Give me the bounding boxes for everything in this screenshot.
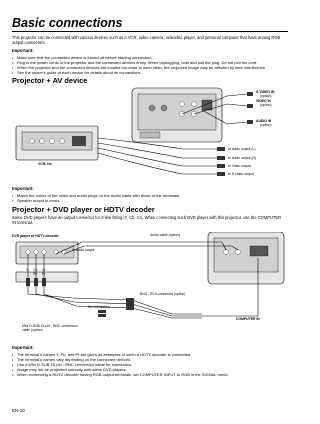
important-heading-3: Important: (12, 345, 34, 350)
label-mini-dsub: Mini D-SUB 15-pin - BNC conversion (22, 324, 78, 328)
label-video-in: VIDEO IN (256, 99, 271, 103)
important-list-1 (12, 55, 266, 75)
label-cb: Cb (33, 268, 38, 272)
label-computer-in: COMPUTER IN (236, 317, 260, 321)
label-y: Y (26, 268, 29, 272)
dvd-connection-diagram (12, 232, 288, 328)
label-audio-in-option: (option) (260, 123, 272, 127)
label-dvd: DVD player or HDTV decoder (12, 234, 59, 238)
label-cr: Cr (42, 268, 46, 272)
section-dvd-body: Some DVD players have an output connector for 3-line fitting (Y, Cb, Cr). When connecting such DVD player with this projector, use the COMPUTER IN terminal. (12, 215, 282, 226)
list-item: • When connecting a HDTV decoder having RGB output terminals, set COMPUTER INPUT to RGB in the SIGNAL menu. (12, 372, 229, 377)
page-number: EN-10 (12, 408, 25, 413)
section-heading-dvd: Projector + DVD player or HDTV decoder (12, 205, 155, 214)
page-title: Basic connections (12, 16, 288, 32)
label-bnc-rca: BNC - RCA connector (option) (140, 292, 186, 296)
av-connection-diagram (12, 86, 288, 184)
list-item: • Match the colors of the video and audio plugs on the Audio cable with those of the terminals. (12, 193, 180, 198)
label-video-output: to Video output (228, 164, 251, 168)
list-item: • Use a Mini D-SUB 15-pin - BNC conversion cable for connection. (12, 362, 229, 367)
label-pr: Pr (42, 272, 46, 276)
list-item: • Speaker output is mono. (12, 198, 180, 203)
list-item: • The terminal's names Y, Pb, and Pr are given as examples of when a HDTV decoder is connected. (12, 352, 229, 357)
label-svideo-in: S-VIDEO IN (256, 90, 275, 94)
label-no-connection: No connection (88, 305, 110, 309)
label-video-in-option: (option) (260, 103, 272, 107)
label-audio-cable: Audio cable (option) (150, 233, 181, 237)
label-cable-option: cable (option) (22, 328, 43, 332)
label-audio-in: AUDIO IN (256, 119, 272, 123)
list-item: • See the owner's guide of each device for details about its connections. (12, 70, 266, 75)
list-item: • When the projector and the connected devices are located too close to each other, the projected image may be affected by their interference. (12, 65, 266, 70)
projector-illustration-2 (208, 232, 284, 284)
intro-text: This projector can be connected with various devices such as a VCR, video camera, videodisc player, and personal computer that have analog RGB output connectors. (12, 35, 281, 46)
label-to-audio-output: to audio output (72, 248, 95, 252)
section-heading-av: Projector + AV device (12, 76, 88, 85)
label-svideo-output: to S-video output (228, 172, 254, 176)
important-heading-1: Important: (12, 48, 34, 53)
label-svideo-in-option: (option) (260, 94, 272, 98)
important-list-3 (12, 352, 229, 377)
label-pb: Pb (33, 272, 38, 276)
important-heading-2: Important: (12, 186, 34, 191)
list-item: • The terminal's names vary depending on the connected devices. (12, 357, 229, 362)
vcr-illustration (16, 126, 98, 160)
list-item: • Plug in the power cords of the projector and the connected devices firmly. When unplugging, hold and pull the plug. Do not pull the cord. (12, 60, 266, 65)
projector-illustration (132, 88, 222, 142)
label-audio-output-r: to audio output (R) (228, 156, 257, 160)
cable-plugs-2 (26, 278, 134, 317)
list-item: • Make sure that the connected device is turned off before starting connection. (12, 55, 266, 60)
label-vcr: VCR, etc. (38, 162, 53, 166)
important-list-2 (12, 193, 180, 203)
list-item: • Image may not be projected correctly with some DVD players. (12, 367, 229, 372)
label-audio-output-l: to audio output (L) (228, 147, 256, 151)
